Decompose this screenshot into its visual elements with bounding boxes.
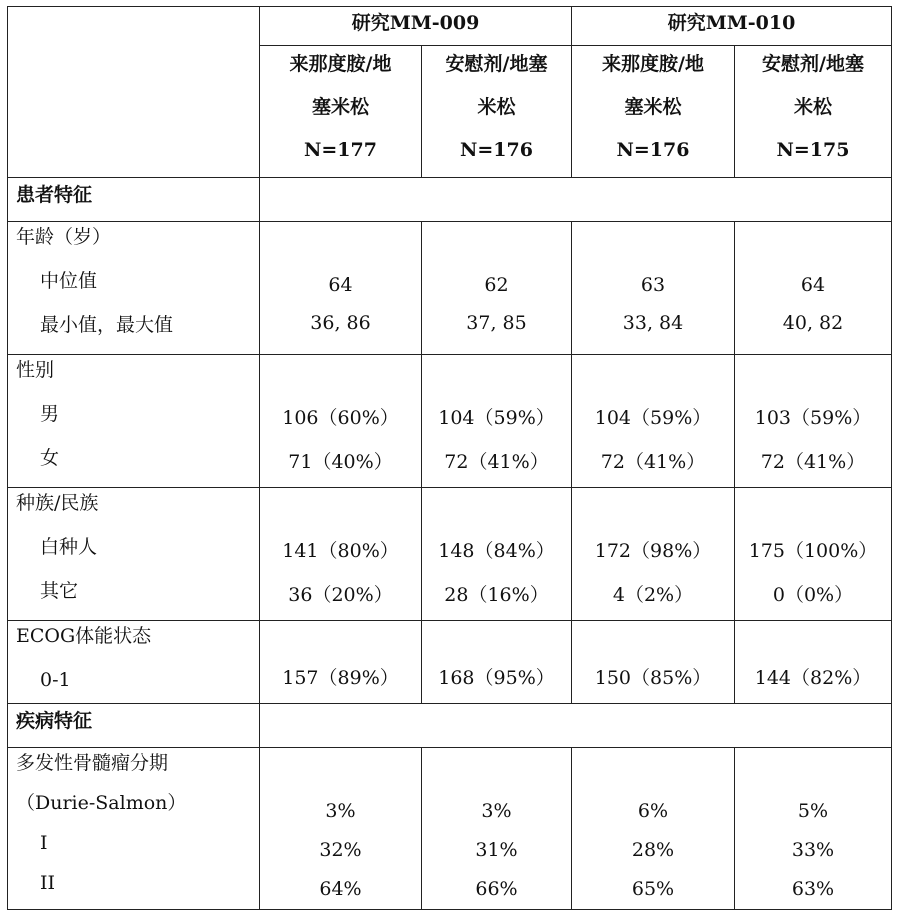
section-filler (260, 178, 892, 222)
baseline-characteristics-table (7, 6, 892, 910)
value-cell: 103（59%） 72（41%） (735, 355, 892, 488)
value-cell: 5% 33% 63% (735, 748, 892, 910)
race-group-row (8, 488, 892, 621)
value-cell: 150（85%） (572, 621, 735, 704)
row-labels: 性别 男 女 (8, 355, 260, 488)
value-cell: 157（89%） (260, 621, 422, 704)
value-cell: 168（95%） (422, 621, 572, 704)
arm-header: 来那度胺/地 塞米松 N=176 (572, 46, 735, 178)
value-cell: 175（100%） 0（0%） (735, 488, 892, 621)
value-cell: 64 36, 86 (260, 222, 422, 355)
arm-header: 来那度胺/地 塞米松 N=177 (260, 46, 422, 178)
study-mm009-header: 研究MM-009 (260, 7, 572, 46)
stage-group-row (8, 748, 892, 910)
row-labels: 多发性骨髓瘤分期 （Durie-Salmon） I II (8, 748, 260, 910)
row-labels: 年龄（岁） 中位值 最小值，最大值 (8, 222, 260, 355)
value-cell: 64 40, 82 (735, 222, 892, 355)
value-cell: 63 33, 84 (572, 222, 735, 355)
row-labels: ECOG体能状态 0-1 (8, 621, 260, 704)
value-cell: 3% 31% 66% (422, 748, 572, 910)
value-cell: 6% 28% 65% (572, 748, 735, 910)
row-labels: 种族/民族 白种人 其它 (8, 488, 260, 621)
section-heading: 患者特征 (8, 178, 260, 222)
section-filler (260, 704, 892, 748)
value-cell: 104（59%） 72（41%） (422, 355, 572, 488)
value-cell: 106（60%） 71（40%） (260, 355, 422, 488)
section-disease-row (8, 704, 892, 748)
arm-header: 安慰剂/地塞 米松 N=175 (735, 46, 892, 178)
section-patient-row (8, 178, 892, 222)
corner-cell (8, 7, 260, 178)
value-cell: 3% 32% 64% (260, 748, 422, 910)
value-cell: 172（98%） 4（2%） (572, 488, 735, 621)
arm-header: 安慰剂/地塞 米松 N=176 (422, 46, 572, 178)
sex-group-row (8, 355, 892, 488)
value-cell: 62 37, 85 (422, 222, 572, 355)
value-cell: 141（80%） 36（20%） (260, 488, 422, 621)
study-header-row (8, 7, 892, 46)
value-cell: 148（84%） 28（16%） (422, 488, 572, 621)
value-cell: 104（59%） 72（41%） (572, 355, 735, 488)
study-mm010-header: 研究MM-010 (572, 7, 892, 46)
age-group-row (8, 222, 892, 355)
section-heading: 疾病特征 (8, 704, 260, 748)
value-cell: 144（82%） (735, 621, 892, 704)
ecog-group-row (8, 621, 892, 704)
